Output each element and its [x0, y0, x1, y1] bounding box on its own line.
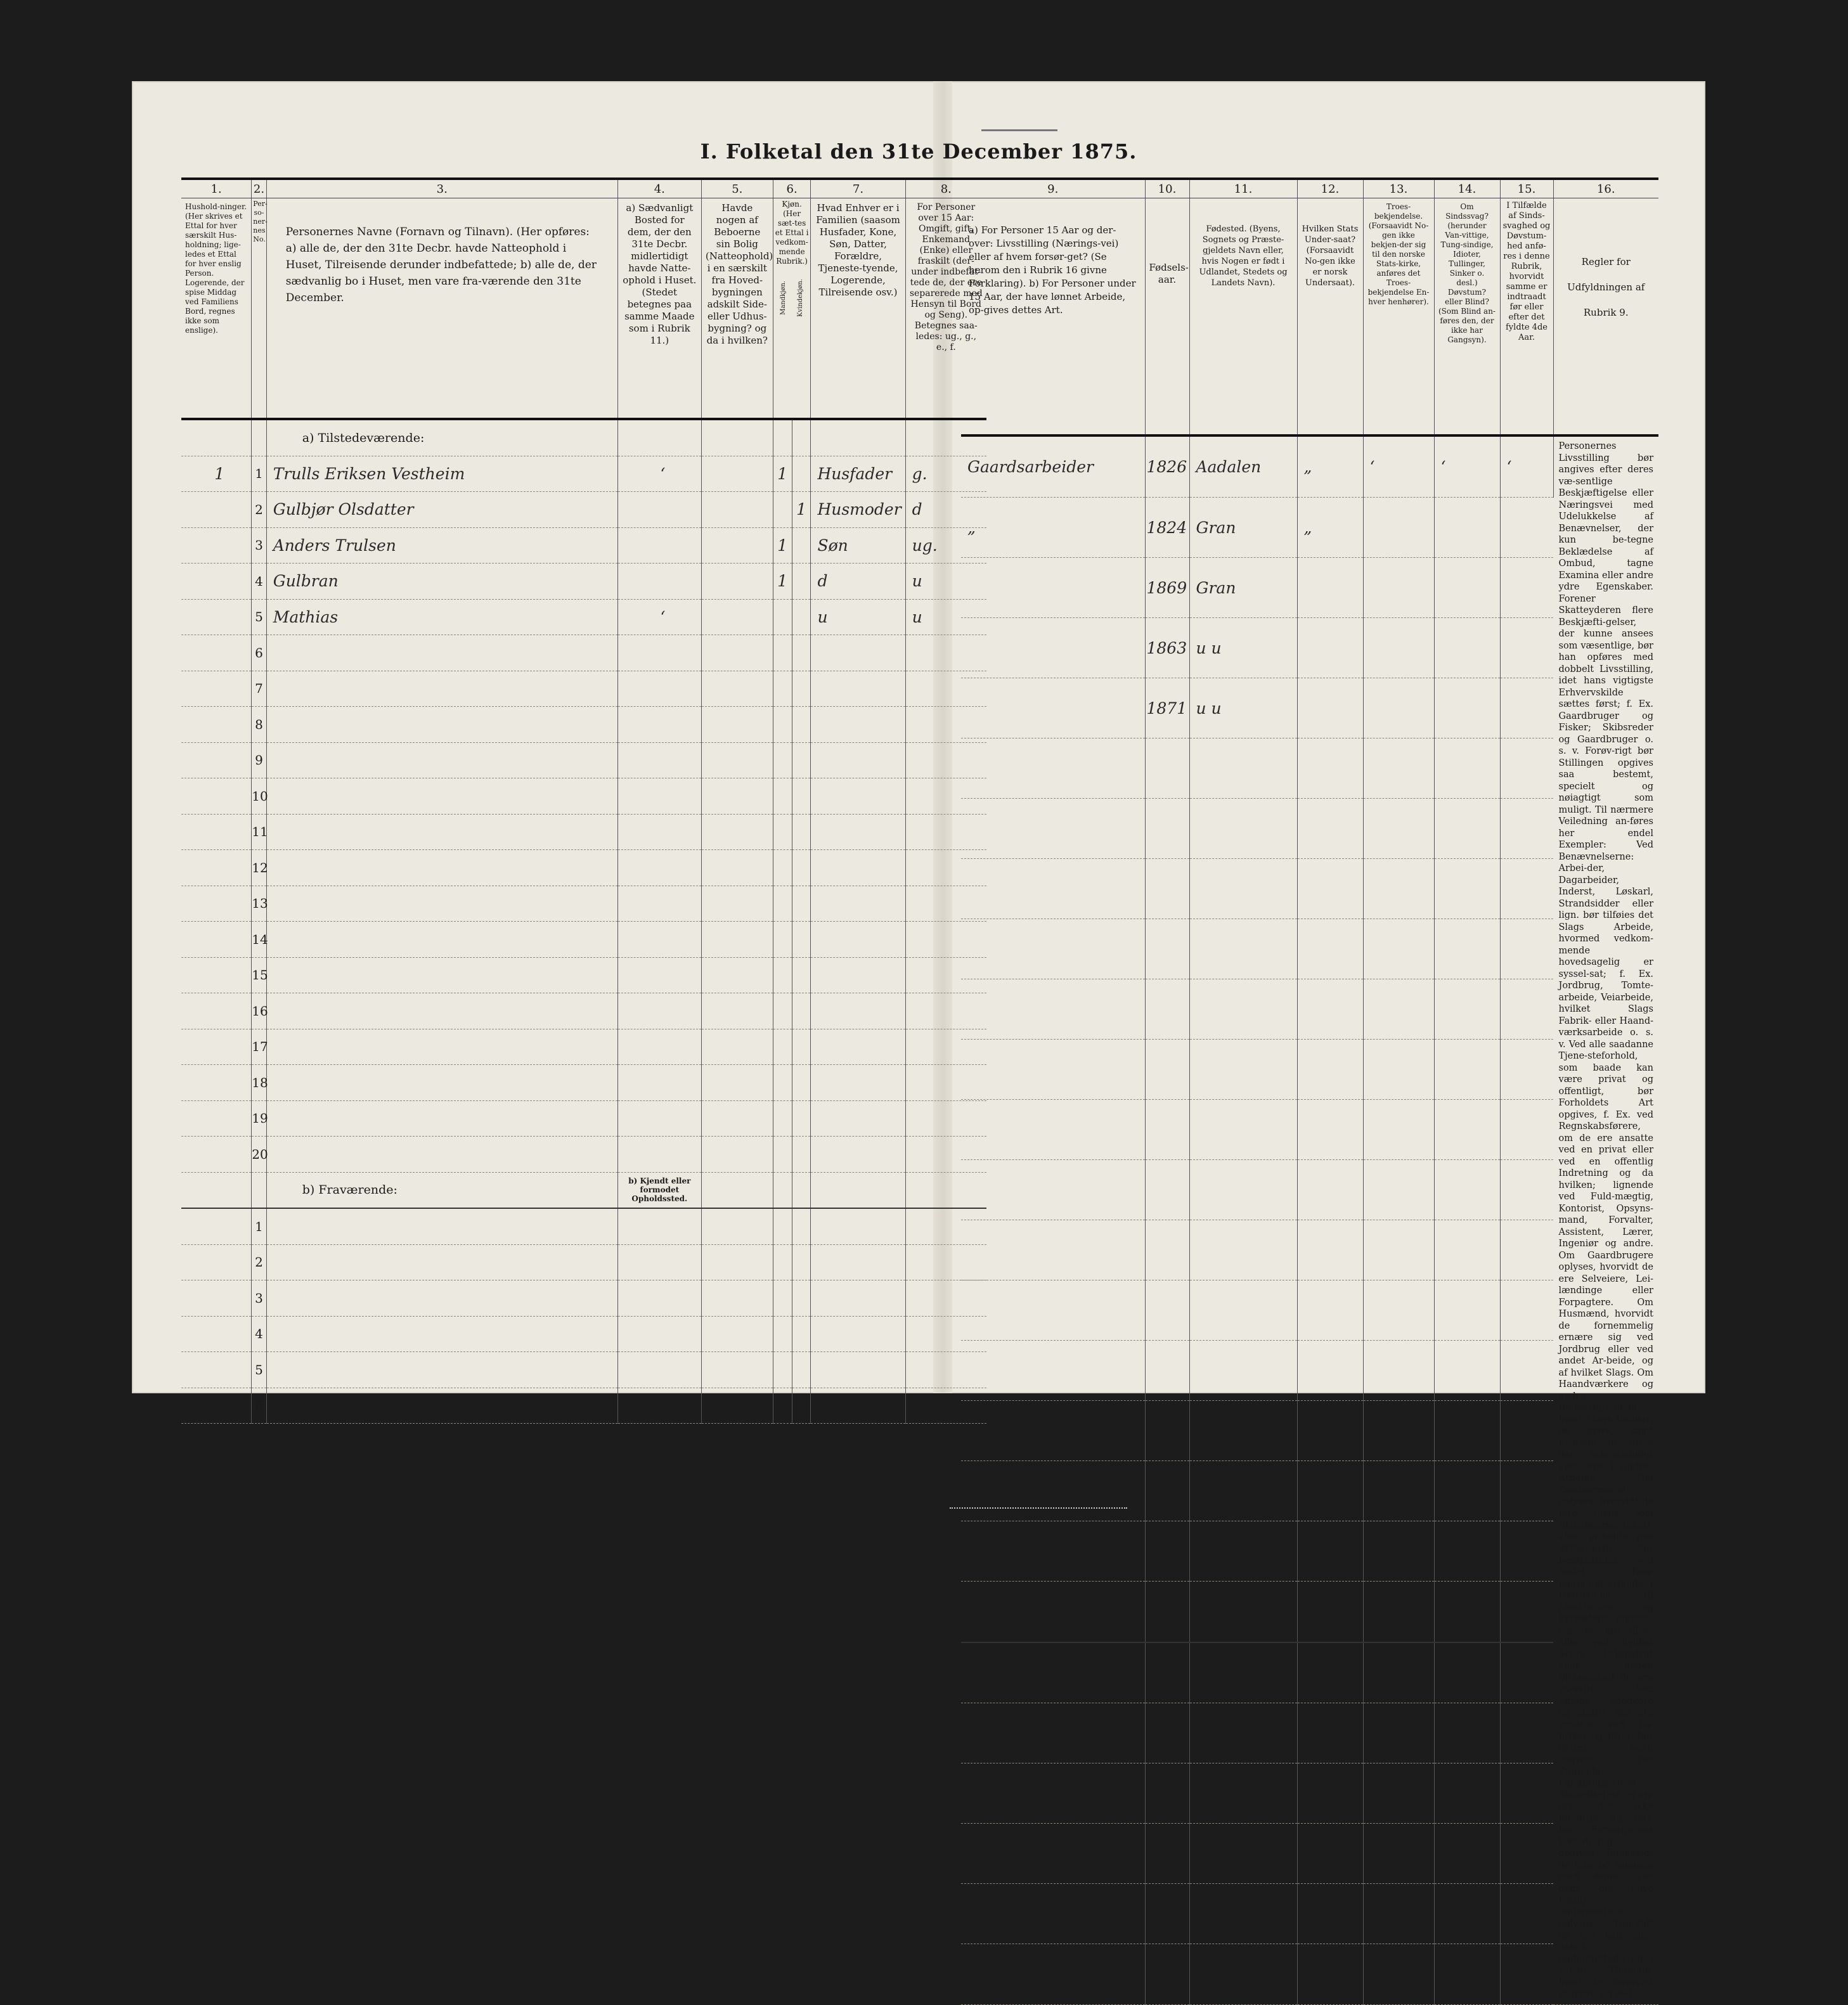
header-religion: Troes-bekjendelse. (Forsaavidt No-gen ikke bekjen-der sig til den norske Stats-kirke, anføres det Troes-bekjendelse En-hver henhører).: [1363, 198, 1434, 436]
usual-residence: [617, 564, 701, 600]
family-role: Søn: [811, 527, 905, 564]
table-row: [961, 435, 1658, 498]
header-marital-status: For Personer over 15 Aar: Omgift, gift, Enkemand (Enke) eller fraskilt (der-under indbefat-tede de, der ere separerede med Hensyn til Bord og Seng). Betegnes saa-ledes: ug., g., e., f.: [905, 198, 986, 420]
household-count: [181, 492, 252, 528]
table-row: [181, 778, 986, 815]
table-row: [181, 957, 986, 993]
occupation: „: [961, 498, 1145, 558]
header-names: Personernes Navne (Fornavn og Tilnavn). (Her opføres: a) alle de, der den 31te Decbr. havde Natteophold i Huset, Tilreisende derunder indbefattede; b) alle de, der sædvanlig bo i Huset, men vare fra-værende den 31te December.: [266, 198, 617, 420]
table-row: [181, 527, 986, 564]
side-building: [701, 456, 773, 492]
right-column-numbers: [961, 179, 1658, 198]
header-rules: Regler for Udfyldningen af Rubrik 9.: [1553, 198, 1658, 436]
religion: ʻ: [1363, 435, 1434, 498]
col-number: 14.: [1434, 179, 1500, 198]
header-sex-label: Kjøn. (Her sæt-tes et Ettal i vedkom-mende Rubrik.): [775, 200, 809, 266]
side-building: [701, 492, 773, 528]
person-number: 2: [252, 1244, 266, 1280]
person-number: 5: [252, 599, 266, 635]
side-building: [701, 564, 773, 600]
person-number: 11: [252, 814, 266, 850]
right-column-headers: [961, 198, 1658, 436]
header-person-number: Per-so-ner-nes No.: [252, 198, 266, 420]
male-mark: 1: [773, 456, 792, 492]
household-count: [181, 599, 252, 635]
footer-mark: [950, 1507, 1127, 1511]
household-count: [181, 527, 252, 564]
col-number: 16.: [1553, 179, 1658, 198]
person-number: 7: [252, 671, 266, 707]
table-row: [181, 492, 986, 528]
household-count: 1: [181, 456, 252, 492]
male-mark: 1: [773, 564, 792, 600]
person-number: 16: [252, 993, 266, 1029]
marital-status: d: [905, 492, 986, 528]
person-number: 12: [252, 850, 266, 886]
birth-year: 1863: [1145, 618, 1189, 678]
header-usual-residence: a) Sædvanligt Bosted for dem, der den 31te Decbr. midlertidigt havde Natte-ophold i Huset. (Stedet betegnes paa samme Maade som i Rubrik 11.): [617, 198, 701, 420]
female-mark: [792, 599, 811, 635]
absent-location-header: b) Kjendt eller formodet Opholdssted.: [617, 1172, 701, 1208]
table-row: [181, 635, 986, 671]
disability-onset: ʻ: [1500, 435, 1553, 498]
table-row: [181, 456, 986, 492]
person-number: 15: [252, 957, 266, 993]
table-row: [181, 922, 986, 958]
marital-status: u: [905, 599, 986, 635]
usual-residence: [617, 527, 701, 564]
col-number: 15.: [1500, 179, 1553, 198]
page-title: I. Folketal den 31te December 1875.: [700, 139, 1137, 164]
header-male: Mandkjøn.: [779, 281, 787, 315]
table-row: [181, 1137, 986, 1173]
female-mark: [792, 456, 811, 492]
table-row: [181, 742, 986, 778]
family-role: d: [811, 564, 905, 600]
birthplace: u u: [1189, 678, 1297, 738]
rules-text: Personernes Livsstilling bør angives efter deres væ-sentlige Beskjæftigelse eller Næringsvei med Udelukkelse af Benævnelser, der kun be-tegne Beklædelse af Ombud, tagne Examina eller andre ydre Egenskaber. Forener Skatteyderen flere Beskjæfti-gelser, der kunne ansees som væsentlige, bør han opføres med dobbelt Livsstilling, idet hans vigtigste Erhvervskilde sættes først; f. Ex. Gaardbruger og Fisker; Skibsreder og Gaardbruger o. s. v. Forøv-rigt bør Stillingen opgives saa bestemt, specielt og nøiagtigt som muligt. Til nærmere Veiledning an-føres her endel Exempler: Ved Benævnelserne: Arbei-der, Dagarbeider, Inderst, Løskarl, Strandsidder eller lign. bør tilføies det Slags Arbeide, hvormed vedkom-mende hovedsagelig er syssel-sat; f. Ex. Jordbrug, Tomte-arbeide, Veiarbeide, hvilket Slags Fabrik- eller Haand-værksarbeide o. s. v. Ved alle saadanne Tjene-steforhold, som baade kan være privat og offentligt, bør Forholdets Art opgives, f. Ex. ved Regnskabsførere, om de ere ansatte ved en privat eller ved en offentlig Indretning og da hvilken; lignende ved Fuld-mægtig, Kontorist, Opsyns-mand, Forvalter, Assistent, Lærer, Ingeniør og andre. Om Gaardbrugere oplyses, hvorvidt de ere Selveiere, Lei-lændinge eller Forpagtere. Om Husmænd, hvorvidt de fornemmelig ernære sig ved Jordbrug eller ved andet Ar-beide, og af hvilket Slags. Om Haandværkere og andre Industridrivende, hvad Slags Industri de drive, samt hvorvidt de drive den selv-stændigt eller ere i andres Arbeide. Om Tømmermænd oplyses, hvorvidt de fare tilsøs som Skibstømmermænd, eller ar-beide paa Skibsværfter, eller beskjæftiges ved andet Tøm-mermandsarbeide. I Henseende til Maskinister og Fyrbødere oplyses, om de fare tilsøs eller ved hvilket Slags Fabrikdrift eller anden Virksomhed de ere an-satte. Ved Smede, Snedkere og andre, der ere ansatte ved Fa-briker og Brug, bør dettes Navn opgives. For Studenter, Landbrugs-elever, Skolediscipie og an-dre, der ikke forsørge sig selv, bør Forsørgerens Livs-stilling opgives, forsaavidt de ikke bo sammen med denne. For dem, der have Fattig-understøttelse, oplyses, hvor-vidt de ere helt eller delvis understøttede og i sidste Til-fælde, hvad de forøvrigt er-nære sig ved.: [1553, 435, 1658, 2004]
person-number: 13: [252, 886, 266, 922]
right-census-table: [961, 177, 1658, 2005]
col-number: 13.: [1363, 179, 1434, 198]
table-row: [181, 886, 986, 922]
birthplace: Gran: [1189, 558, 1297, 618]
person-number: 17: [252, 1029, 266, 1065]
section-absent-label: b) Fraværende:: [266, 1172, 617, 1208]
person-number: 19: [252, 1100, 266, 1137]
birthplace: Gran: [1189, 498, 1297, 558]
header-disability: Om Sindssvag? (herunder Van-vittige, Tung-sindige, Idioter, Tullinger, Sinker o. desl.) Døvstum? eller Blind? (Som Blind an-føres den, der ikke har Gangsyn).: [1434, 198, 1500, 436]
citizenship: „: [1297, 498, 1363, 558]
section-present-row: [181, 419, 986, 456]
table-row: [181, 850, 986, 886]
person-number: 10: [252, 778, 266, 815]
section-absent-row: [181, 1172, 986, 1208]
table-row: [181, 1316, 986, 1352]
col-number: 10.: [1145, 179, 1189, 198]
male-mark: 1: [773, 527, 792, 564]
col-number: 9.: [961, 179, 1145, 198]
col-number: 3.: [266, 179, 617, 198]
left-census-table: [181, 177, 986, 1424]
col-number: 7.: [811, 179, 905, 198]
table-row: [181, 1208, 986, 1244]
person-number: 6: [252, 635, 266, 671]
person-number: 20: [252, 1137, 266, 1173]
col-number: 8.: [905, 179, 986, 198]
header-birth-year: Fødsels-aar.: [1145, 198, 1189, 436]
col-number: 2.: [252, 179, 266, 198]
top-rule: [981, 129, 1057, 131]
header-side-building: Havde nogen af Beboerne sin Bolig (Natteophold) i en særskilt fra Hoved-bygningen adskilt Side-eller Udhus-bygning? og da i hvilken?: [701, 198, 773, 420]
birthplace: Aadalen: [1189, 435, 1297, 498]
census-sheet: [132, 81, 1705, 1999]
marital-status: g.: [905, 456, 986, 492]
usual-residence: ʻ: [617, 599, 701, 635]
table-row: [181, 814, 986, 850]
birth-year: 1871: [1145, 678, 1189, 738]
person-number: 3: [252, 527, 266, 564]
birth-year: 1826: [1145, 435, 1189, 498]
marital-status: u: [905, 564, 986, 600]
person-number: 4: [252, 564, 266, 600]
person-name: Anders Trulsen: [266, 527, 617, 564]
person-number: 6: [252, 1388, 266, 1424]
person-number: 14: [252, 922, 266, 958]
col-number: 1.: [181, 179, 252, 198]
header-occupation: a) For Personer 15 Aar og der-over: Livsstilling (Nærings-vei) eller af hvem forsør-get? (Se herom den i Rubrik 16 givne Forklaring). b) For Personer under 15 Aar, der have lønnet Arbeide, op-gives dettes Art.: [961, 198, 1145, 436]
family-role: Husfader: [811, 456, 905, 492]
birthplace: u u: [1189, 618, 1297, 678]
person-name: Trulls Eriksen Vestheim: [266, 456, 617, 492]
person-number: 8: [252, 707, 266, 743]
person-name: Mathias: [266, 599, 617, 635]
side-building: [701, 599, 773, 635]
marital-status: ug.: [905, 527, 986, 564]
col-number: 6.: [773, 179, 811, 198]
left-column-headers: [181, 198, 986, 420]
female-mark: 1: [792, 492, 811, 528]
header-sex: [773, 198, 811, 420]
person-number: 3: [252, 1280, 266, 1317]
col-number: 4.: [617, 179, 701, 198]
person-number: 4: [252, 1316, 266, 1352]
header-family-role: Hvad Enhver er i Familien (saasom Husfader, Kone, Søn, Datter, Forældre, Tjeneste-tyende, Logerende, Tilreisende osv.): [811, 198, 905, 420]
header-female: Kvindekjøn.: [797, 279, 804, 317]
female-mark: [792, 564, 811, 600]
table-row: [181, 1352, 986, 1388]
table-row: [181, 599, 986, 635]
header-birthplace: Fødested. (Byens, Sognets og Præste-gjeldets Navn eller, hvis Nogen er født i Udlandet, Stedets og Landets Navn).: [1189, 198, 1297, 436]
usual-residence: [617, 492, 701, 528]
male-mark: [773, 599, 792, 635]
person-name: Gulbran: [266, 564, 617, 600]
table-row: [181, 1244, 986, 1280]
section-present-label: a) Tilstedeværende:: [266, 419, 617, 456]
header-citizenship: Hvilken Stats Under-saat? (Forsaavidt No-gen ikke er norsk Undersaat).: [1297, 198, 1363, 436]
occupation: [961, 618, 1145, 678]
col-number: 5.: [701, 179, 773, 198]
side-building: [701, 527, 773, 564]
table-row: [181, 993, 986, 1029]
col-number: 12.: [1297, 179, 1363, 198]
occupation: [961, 558, 1145, 618]
person-number: 2: [252, 492, 266, 528]
table-row: [181, 671, 986, 707]
table-row: [181, 1029, 986, 1065]
col-number: 11.: [1189, 179, 1297, 198]
birth-year: 1824: [1145, 498, 1189, 558]
usual-residence: ʻ: [617, 456, 701, 492]
table-row: [181, 707, 986, 743]
table-row: [181, 1388, 986, 1424]
table-row: [181, 564, 986, 600]
disability: ʻ: [1434, 435, 1500, 498]
female-mark: [792, 527, 811, 564]
person-number: 9: [252, 742, 266, 778]
family-role: u: [811, 599, 905, 635]
occupation: Gaardsarbeider: [961, 435, 1145, 498]
table-row: [181, 1065, 986, 1101]
male-mark: [773, 492, 792, 528]
person-number: 1: [252, 456, 266, 492]
occupation: [961, 678, 1145, 738]
household-count: [181, 564, 252, 600]
header-disability-onset: I Tilfælde af Sinds-svaghed og Døvstum-hed anfø-res i denne Rubrik, hvorvidt samme er indtraadt før eller efter det fyldte 4de Aar.: [1500, 198, 1553, 436]
header-households: Hushold-ninger. (Her skrives et Ettal for hver særskilt Hus-holdning; lige-ledes et Ettal for hver enslig Person. Logerende, der spise Middag ved Familiens Bord, regnes ikke som enslige).: [181, 198, 252, 420]
person-number: 18: [252, 1065, 266, 1101]
left-column-numbers: [181, 179, 986, 198]
citizenship: „: [1297, 435, 1363, 498]
table-row: [181, 1100, 986, 1137]
table-row: [181, 1280, 986, 1317]
family-role: Husmoder: [811, 492, 905, 528]
birth-year: 1869: [1145, 558, 1189, 618]
person-number: 5: [252, 1352, 266, 1388]
person-number: 1: [252, 1208, 266, 1244]
person-name: Gulbjør Olsdatter: [266, 492, 617, 528]
